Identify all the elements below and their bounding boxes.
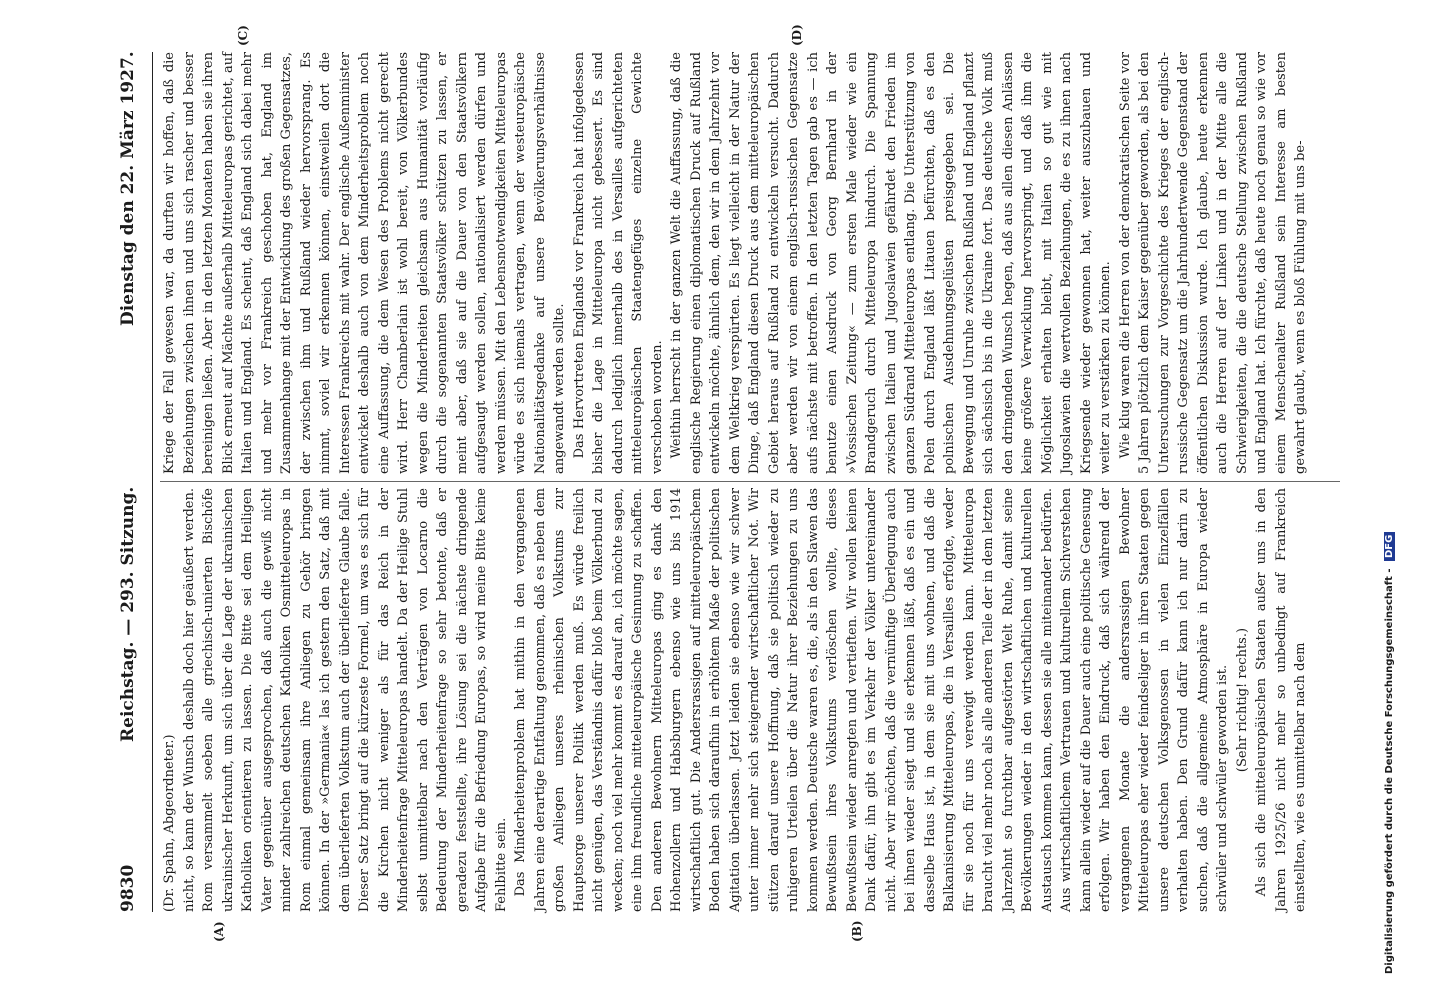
page-header — [118, 52, 146, 912]
session-title: Reichstag. — 293. Sitzung. — [118, 486, 138, 742]
interjection: (Sehr richtig! rechts.) — [1234, 627, 1250, 773]
margin-marker-d: (D) — [790, 24, 804, 46]
paragraph: Das Minderheitenproblem hat mithin in den vergangenen Jahren eine derartige Entfaltung genommen, daß es neben dem großen Anliegen unseres rheinischen Volkstums zur Hauptsorge unserer Politik werden muß. Es würde freilich nicht genügen, das Verständnis dafür bloß beim Völkerbund zu wecken; noch viel mehr kommt es darauf an, ich möchte sagen, eine ihm freundliche mitteleuropäische Gesinnung zu schaffen. Den anderen Bewohnern Mitteleuropas ging es dank den Hohenzollern und Habsburgern ebenso wie uns bis 1914 wirtschaftlich gut. Die Andersrassigen auf mitteleuropäischem Boden haben sich daraufhin in erhöhtem Maße der politischen Agitation überlassen. Jetzt leiden sie ebenso wie wir schwer unter immer mehr sich steigernder wirtschaftlicher Not. Wir stützen darauf unsere Hoffnung, daß sie politisch wieder zu ruhigeren Urteilen über die Natur ihrer Beziehungen zu uns kommen werden. Deutsche waren es, die, als in den Slawen das Bewußtsein ihres Volkstums verlöschen wollte, dieses Bewußtsein wieder anregten und vertieften. Wir wollen keinen Dank dafür, ihn gibt es im Verkehr der Völker untereinander nicht. Aber wir möchten, daß die vernünftige Überlegung auch bei ihnen wieder siegt und sie erkennen läßt, daß es ein und dasselbe Haus ist, in dem sie mit uns wohnen, und daß die Balkanisierung Mitteleuropas, die in Versailles erfolgte, weder für sie noch für uns verewigt werden kann. Mitteleuropa braucht viel mehr noch als alle anderen Teile der in dem letzten Jahrzehnt so furchtbar aufgestörten Welt Ruhe, damit seine Bevölkerungen wieder in den wirtschaftlichen und kulturellen Austausch kommen kann, dessen sie alle miteinander bedürfen. Aus wirtschaftlichem Vertrauen und kulturellem Sichverstehen kann allein wieder auf die Dauer auch eine politische Genesung erfolgen. Wir haben den Eindruck, daß sich während der vergangenen Monate die andersrassigen Bewohner Mitteleuropas eher wieder feindseliger in ihren Staaten gegen unsere deutschen Volksgenossen in vielen Einzelfällen verhalten haben. Den Grund dafür kann ich nur darin zu suchen, daß die allgemeine Atmosphäre in Europa wieder schwüler und schwüler geworden ist. — [513, 488, 1230, 912]
paragraph: Das Hervortreten Englands vor Frankreich hat infolgedessen bisher die Lage in Mitteleuropa nicht gebessert. Es sind dadurch lediglich innerhalb des in Versailles aufgerichteten mitteleuropäischen Staatengefüges einzelne Gewichte verschoben worden. — [571, 52, 665, 474]
paragraph: Weithin herrscht in der ganzen Welt die Auffassung, daß die englische Regierung einen diplomatischen Druck auf Rußland entwickeln möchte, ähnlich dem, den wir in dem Jahrzehnt vor dem Weltkrieg verspürten. Es liegt vielleicht in der Natur der Dinge, daß England diesen Druck aus dem mitteleuropäischen Gebiet heraus auf Rußland zu entwickeln versucht. Dadurch aber werden wir von einem englisch-russischen Gegensatze aufs nächste mit betroffen. In den letzten Tagen gab es — ich benutze einen Ausdruck von Georg Bernhard in der »Vossischen Zeitung« — zum ersten Male wieder wie ein Brandgeruch durch Mitteleuropa hindurch. Die Spannung zwischen Italien und Jugoslawien gefährdet den Frieden im ganzen Südrand Mitteleuropas entlang. Die Unterstützung von Polen durch England läßt Litauen befürchten, daß es den polnischen Ausdehnungsgelüsten preisgegeben sei. Die Bewegung und Unruhe zwischen Rußland und England pflanzt sich sächsisch bis in die Ukraine fort. Das deutsche Volk muß den dringenden Wunsch hegen, daß aus allen diesen Anlässen keine größere Verwicklung hervorspringt, und daß ihm die Möglichkeit erhalten bleibt, mit Italien so gut wie mit Jugoslawien die wertvollen Beziehungen, die es zu ihnen nach Kriegsende wieder gewonnen hat, weiter auszubauen und weiter zu verstärken zu können. — [669, 52, 1113, 474]
paragraph: Als sich die mitteleuropäischen Staaten außer uns in den Jahren 1925/26 nicht mehr so unbedingt auf Frankreich einstellten, wie es unmittelbar nach dem — [1254, 488, 1308, 912]
paragraph: Wie klug waren die Herren von der demokratischen Seite vor 5 Jahren plötzlich dem Kaiser gegenüber geworden, als bei den Untersuchungen zur Vorgeschichte des Krieges der englisch-russische Gegensatz um die Jahrhundertwende Gegenstand der öffentlichen Diskussion wurde. Ich glaube, heute erkennen auch die Herren auf der Linken und in der Mitte alle die Schwierigkeiten, die die deutsche Stellung zwischen Rußland und England hat. Ich fürchte, daß heute noch genau so wie vor einem Menschenalter Rußland sein Interesse am besten gewahrt glaubt, wenn es bloß Fühlung mit uns be- — [1117, 52, 1308, 474]
digitization-text: Digitalisierung gefördert durch die Deutsche Forschungsgemeinschaft - — [1384, 568, 1395, 974]
column-divider — [160, 481, 1340, 482]
margin-marker-c: (C) — [236, 25, 250, 46]
margin-marker-b: (B) — [850, 920, 864, 942]
margin-marker-a: (A) — [212, 921, 226, 942]
speaker-label: (Dr. Spahn, Abgeordneter.) — [162, 734, 177, 912]
dfg-badge: DFG — [1384, 532, 1395, 561]
digitization-note — [1384, 14, 1395, 974]
paragraph: nicht, so kann der Wunsch deshalb doch hier geäußert werden. Rom versammelt soeben alle griechisch-unierten Bischöfe ukrainischer Herkunft, um sich über die Lage der ukrainischen Katholiken orientieren zu lassen. Die Bitte sei dem Heiligen Vater gegenüber ausgesprochen, daß auch die gewiß nicht minder zahlreichen deutschen Katholiken Osmitteleuropas in Rom einmal gemeinsam ihre Anliegen zu Gehör bringen können. In der »Germania« las ich gestern den Satz, daß mit dem überlieferten Volkstum auch der überlieferte Glaube falle. Dieser Satz bringt auf die kürzeste Formel, um was es sich für die Kirchen nicht weniger als für das Reich in der Minderheitenfrage Mitteleuropas handelt. Da der Heilige Stuhl selbst unmittelbar nach den Verträgen von Locarno die Bedeutung der Minderheitenfrage so sehr betonte, daß er geradezu feststellte, ihre Lösung sei die nächste dringende Aufgabe für die Befriedung Europas, so wird meine Bitte keine Fehlbitte sein. — [181, 488, 509, 912]
page-number: 9830 — [118, 864, 138, 912]
header-rule — [152, 52, 153, 912]
paragraph: Kriege der Fall gewesen war, da durften wir hoffen, daß die Beziehungen zwischen ihnen und uns sich rascher und besser bereinigen ließen. Aber in den letzten Monaten haben sie ihren Blick erneut auf Mächte außerhalb Mitteleuropas gerichtet, auf Italien und England. Es scheint, daß England sich dabei mehr und mehr vor Frankreich geschoben hat, England im Zusammenhange mit der Entwicklung des großen Gegensatzes, der zwischen ihm und Rußland wieder hervorsprang. Es nimmt, soviel wir erkennen können, einstweilen dort die Interessen Frankreichs mit wahr. Der englische Außenminister entwickelt deshalb auch von dem Minderheitsproblem noch eine Auffassung, die dem Wesen des Problems nicht gerecht wird. Herr Chamberlain ist wohl bereit, von Völkerbundes wegen die Minderheiten gleichsam aus Humanität vorläufig durch die sogenannten Staatsvölker schützen zu lassen, er meint aber, daß sie auf die Dauer von den Staatsvölkern aufgesaugt werden sollen, nationalisiert werden dürfen und werden müssen. Mit den Lebensnotwendigkeiten Mitteleuropas würde es sich niemals vertragen, wenn der westeuropäische Nationalitätsgedanke auf unsere Bevölkerungsverhältnisse angewandt werden sollte. — [162, 52, 567, 474]
session-date: Dienstag den 22. März 1927. — [118, 51, 138, 326]
right-column — [160, 52, 1311, 474]
page-content — [90, 24, 1350, 942]
left-column — [160, 488, 1311, 912]
